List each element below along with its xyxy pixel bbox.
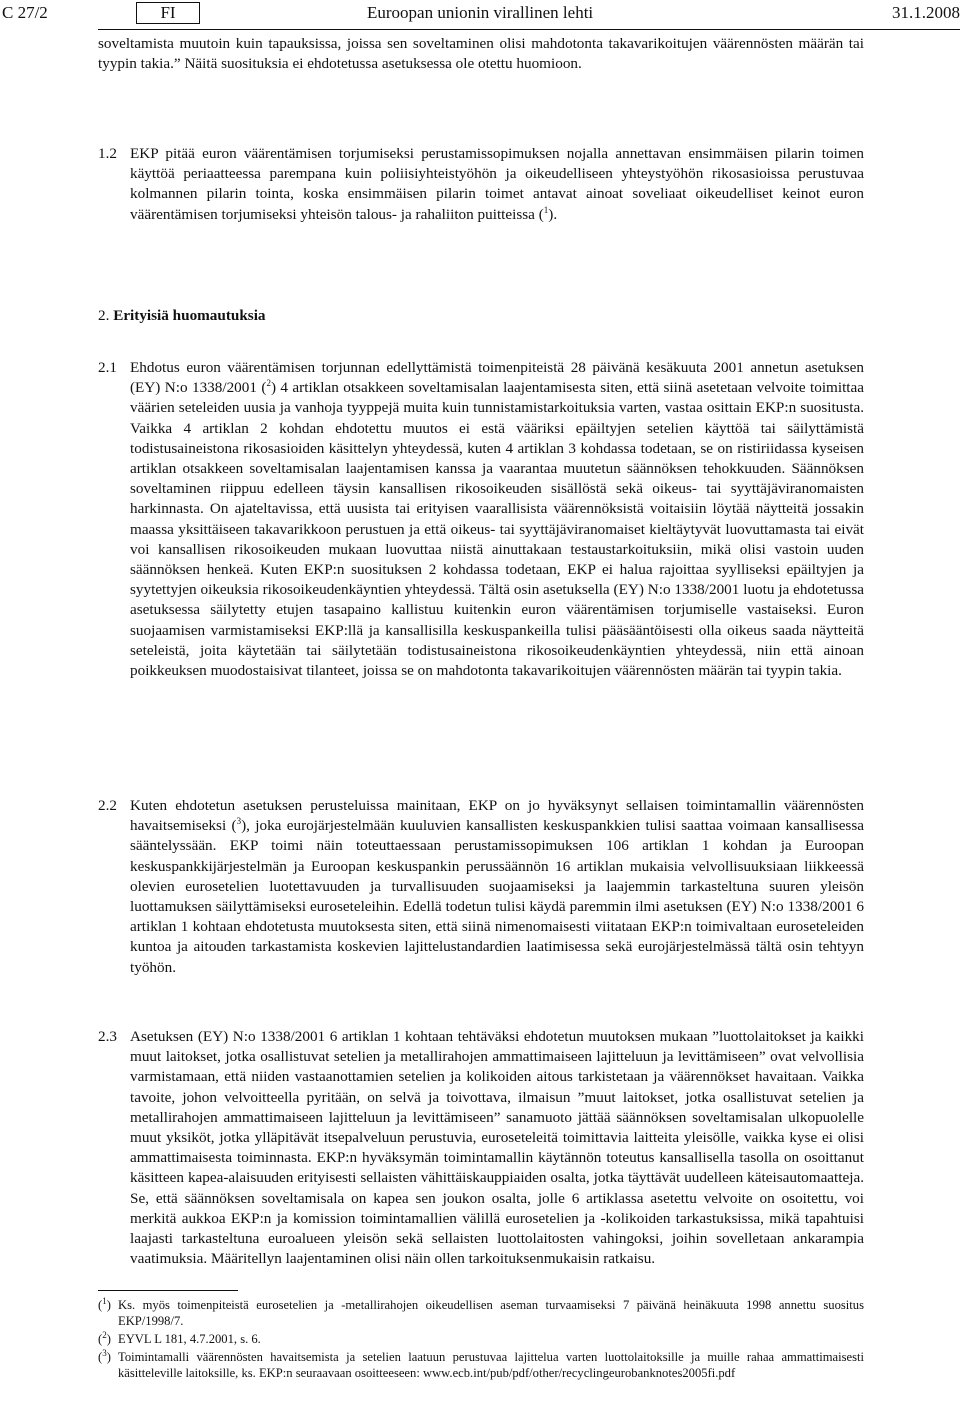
intro-paragraph: soveltamista muutoin kuin tapauksissa, joissa sen soveltaminen olisi mahdotonta takavarikoitujen väärennösten määrän tai tyypin takia.” Näitä suosituksia ei ehdotetussa asetuksessa ole otettu huomioon. bbox=[98, 35, 864, 73]
issue-number: C 27/2 bbox=[2, 3, 48, 22]
section-heading bbox=[98, 306, 266, 326]
publication-date: 31.1.2008 bbox=[892, 3, 960, 22]
footnote-rule bbox=[98, 1290, 238, 1291]
paragraph-text-cont: ), joka eurojärjestelmään kuuluvien kansallisten keskuspankkien tulisi saattaa voimaan kansallisessa sääntelyssään. EKP toimi näin toteuttaessaan perustamissopimuksen 106 artiklan 1 kohdan ja Euroopan keskuspankkijärjestelmän ja Euroopan keskuspankin perussäännön 16 artiklan mukaisia velvollisuuksiaan liikkeessä olevien eurosetelien luotettavuuden ja turvallisuuden suojaamiseksi ja laajemmin tarkasteltuna suuren yleisön luottamuksen säilyttämiseksi euroseteleihin. Edellä todetun tulisi käydä paremmin ilmi asetuksen (EY) N:o 1338/2001 6 artiklan 1 kohtaan ehdotetusta muutoksesta siten, että siinä nimenomaisesti viitataan EKP:n toimivaltaan euroseteleiden kuntoa ja aitouden tarkastamista koskevien lajittelustandardien laatimisessa sekä eurojärjestelmässä tältä osin tehtyyn työhön. bbox=[130, 817, 864, 976]
paragraph-2-2 bbox=[130, 796, 864, 978]
paragraph-2-3: Asetuksen (EY) N:o 1338/2001 6 artiklan 1 kohtaan tehtäväksi ehdotetun muutoksen mukaan ”luottolaitokset ja kaikki muut laitokset, jotka osallistuvat setelien ja metallirahojen ammattimaiseen lajitteluun ja levittämiseen” ovat velvollisia varmistamaan, että niiden vastaanottamien setelien ja kolikoiden aitous tarkistetaan ja väärennökset havaitaan. Vaikka tavoite, johon velvoitteella pyritään, on selvä ja toivottava, ilmaisun ”muut laitokset, jotka osallistuvat setelien ja metallirahojen ammattimaiseen lajitteluun ja levittämiseen” sanamuoto jättää säännöksen soveltamisalan ulkopuolelle muut yksiköt, jotka ylläpitävät itsepalveluun perustuvia, euroseteleitä toimittavia laitteita yleisölle, vaikka kyse ei olisi ammattimaisesta toiminnasta. EKP:n hyväksymän toimintamallin käytännön toteutus kansallisella tasolla on osoittanut käsitteen kapea-alaisuuden erityisesti sellaisten vähittäiskauppiaiden osalta, jotka täyttävät uudelleen käteisautomaatteja. Se, että säännöksen soveltamisala on kapea sen joukon osalta, jolle 6 artiklassa asetettu velvoite on osoitettu, voi merkitä aukkoa EKP:n ja komission toimintamallien välillä eurosetelien ja -kolikoiden tarkastuksissa, mikä tapahtuisi laajasti tarkasteltuna euroalueen yleisön sekä sellaisten luottolaitosten vahingoksi, joihin sovelletaan ankarampia vaatimuksia. Määritellyn laajentaminen olisi näin ollen tarkoituksenmukaisin ratkaisu. bbox=[130, 1028, 864, 1268]
footnote-2 bbox=[98, 1329, 864, 1348]
paragraph-tail: ). bbox=[548, 205, 558, 223]
paragraph-1-2 bbox=[130, 144, 864, 225]
footnote-ref[interactable]: 1 bbox=[543, 204, 549, 215]
paragraph-text: Kuten ehdotetun asetuksen perusteluissa mainitaan, EKP on jo hyväksynyt sellaisen toimintamallin väärennösten havaitsemiseksi ( bbox=[130, 797, 864, 835]
paragraph-number: 2.2 bbox=[98, 797, 117, 814]
section-number: 2. bbox=[98, 307, 110, 324]
footnote-text: EYVL L 181, 4.7.2001, s. 6. bbox=[118, 1332, 261, 1346]
paragraph-number: 1.2 bbox=[98, 145, 117, 162]
paragraph-number: 2.1 bbox=[98, 359, 117, 376]
footnote-ref[interactable]: 2 bbox=[266, 378, 271, 389]
journal-title: Euroopan unionin virallinen lehti bbox=[367, 3, 594, 22]
footnote-mark: ($^2$) bbox=[98, 1329, 111, 1346]
paragraph-2-1 bbox=[130, 358, 864, 681]
footnote-1 bbox=[98, 1295, 864, 1329]
page-header bbox=[0, 0, 960, 26]
footnote-text: Toimintamalli väärennösten havaitsemista ja setelien laatuun perustuvaa lajittelua varten luottolaitoksille ja muille rahaa ammattimaisesti käsitteleville laitoksille, ks. EKP:n seuraavaan osoitteeseen: www.ecb.int/pub/pdf/other/recyclingeurobanknotes2005fi.pdf bbox=[118, 1350, 864, 1380]
footnote-ref[interactable]: 3 bbox=[236, 816, 242, 827]
footnote-mark: ($^1$) bbox=[98, 1295, 111, 1312]
language-code: FI bbox=[136, 2, 200, 24]
paragraph-number: 2.3 bbox=[98, 1028, 117, 1045]
footnote-3 bbox=[98, 1347, 864, 1381]
footnote-text: Ks. myös toimenpiteistä eurosetelien ja -metallirahojen oikeudellisen aseman turvaamiseksi 7 päivänä heinäkuuta 1998 annettu suositus EKP/1998/7. bbox=[118, 1298, 864, 1328]
header-rule bbox=[98, 29, 960, 30]
paragraph-text: EKP pitää euron väärentämisen torjumiseksi perustamissopimuksen nojalla annettavan ensimmäisen pilarin toimen käyttöä periaatteessa parempana kuin poliisiyhteistyöhön ja oikeudelliseen yhteystyöhön rikosasioissa perustuvaa kolmannen pilarin tointa, koska ensimmäisen pilarin toimet antavat ainoat soveliaat oikeudelliset keinot euron väärentämisen torjumiseksi yhteisön talous- ja rahaliiton puitteissa ( bbox=[130, 145, 864, 223]
paragraph-text-cont: ) 4 artiklan otsakkeen soveltamisalan laajentamisesta siten, että siinä asetetaan velvoite toimittaa väärien seteleiden uusia ja vanhoja tyyppejä muita kuin tunnistamistarkoituksia varten, vastaa osittain EKP:n suositusta. Vaikka 4 artiklan 2 kohdan ehdotettu muutos ei estä vääriksi epäiltyjen setelien käyttöä tai säilyttämistä todistusaineistona rikosasioiden käsittelyn yhteydessä, kuten 4 artiklan 3 kohdassa todetaan, se on ristiriidassa kyseisen artiklan otsakkeen soveltamisalan laajentamisen kanssa ja vaarantaa muutetun säännöksen tehokkuuden. Säännöksen soveltaminen riippuu edelleen täysin kansallisen rikosoikeuden sisällöstä sekä oikeus- tai syyttäjäviranomaisten harkinnasta. On ajateltavissa, että uusista tai erityisen vaarallisista väärennöksistä voitaisiin löytää näytteitä jossakin maassa yksittäiseen takavarikkoon perustuen ja että oikeus- tai syyttäjäviranomaiset kieltäytyvät luovuttamasta tai eivät voi kansallisen rikosoikeuden mukaan luovuttaa niistä ainuttakaan testaustarkoituksiin, mikä olisi vastoin uuden säännöksen henkeä. Kuten EKP:n suosituksen 2 kohdassa todetaan, EKP ei halua rajoittaa syylliseksi epäiltyjen ja syytettyjen oikeuksia rikosoikeudenkäyntien yhteydessä. Tältä osin asetuksella (EY) N:o 1338/2001 luotu ja ehdotetussa asetuksessa säilytetty etujen tasapaino kallistuu kuitenkin euron väärentämisen torjumiselle vastaiseksi. Euron suojaamisen varmistamiseksi EKP:llä ja kansallisilla keskuspankeilla tulisi pääsääntöisesti olla oikeus saada näytteitä seteleistä, joita käytetään tai säilytetään todistusaineistona rikosoikeudenkäyntien yhteydessä, niin että ainoan poikkeuksen muodostaisivat tilanteet, joissa se on mahdotonta takavarikoitujen väärennösten määrän tai tyypin takia. bbox=[130, 379, 865, 680]
section-title: Erityisiä huomautuksia bbox=[113, 307, 266, 324]
paragraph-text: Ehdotus euron väärentämisen torjunnan edellyttämistä toimenpiteistä 28 päivänä kesäkuuta 2001 annetun asetuksen (EY) N:o 1338/2001 ( bbox=[130, 359, 864, 397]
footnote-mark: ($^3$) bbox=[98, 1347, 111, 1364]
